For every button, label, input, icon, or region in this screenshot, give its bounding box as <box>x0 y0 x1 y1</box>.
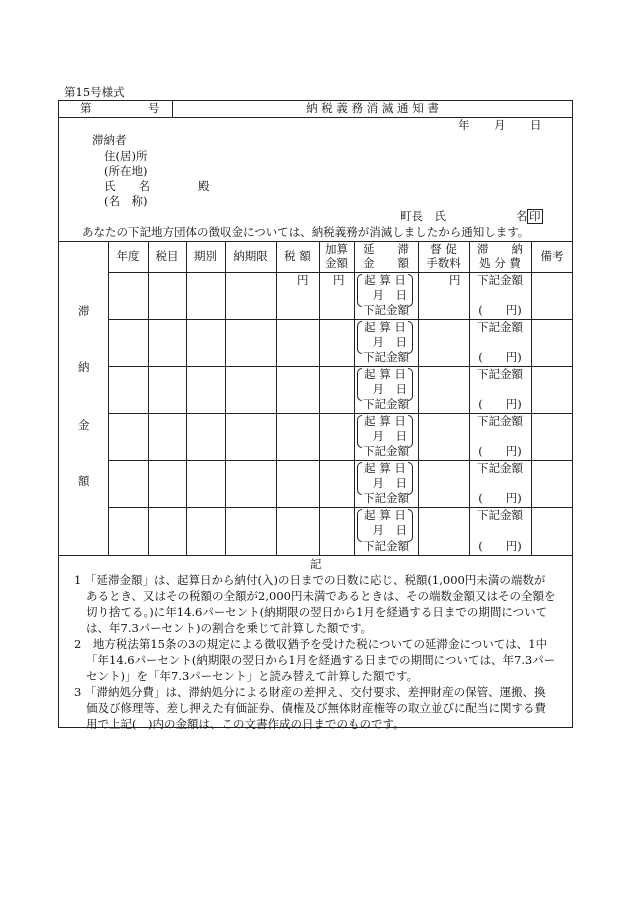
unit-additional: 円 <box>333 273 345 287</box>
disposal-amount: ( 円) <box>478 539 522 553</box>
note-3-line-3: 用で上記( )内の金額は、この文書作成の日までのものです。 <box>86 717 405 731</box>
col-header-disposal-2: 処 分 費 <box>479 256 521 270</box>
delinquent-below-amount: 下記金額 <box>363 397 409 411</box>
taxpayer-address-label: 住(居)所 <box>104 149 148 163</box>
taxpayer-label: 滞納者 <box>92 133 127 147</box>
unit-reminder: 円 <box>449 273 461 287</box>
delinquent-below-amount: 下記金額 <box>363 491 409 505</box>
note-2 <box>74 636 569 684</box>
calc-start-label: 起 算 日 <box>364 320 406 334</box>
disposal-amount: ( 円) <box>478 350 522 364</box>
disposal-below-amount: 下記金額 <box>477 461 523 475</box>
disposal-amount: ( 円) <box>478 303 522 317</box>
disposal-amount: ( 円) <box>478 491 522 505</box>
disposal-below-amount: 下記金額 <box>477 320 523 334</box>
document-title: 納 税 義 務 消 滅 通 知 書 <box>306 101 439 115</box>
col-header-reminder-1: 督 促 <box>430 242 457 256</box>
col-header-due: 納期限 <box>233 249 268 263</box>
col-header-additional-2: 金額 <box>325 256 348 270</box>
disposal-below-amount: 下記金額 <box>477 508 523 522</box>
side-label-1: 滞 <box>78 304 90 318</box>
note-3-line-1: 3 「滞納処分費」は、滞納処分による財産の差押え、交付要求、差押財産の保管、運搬、換 <box>74 685 546 699</box>
document-number-suffix: 号 <box>148 101 160 115</box>
col-header-remarks: 備考 <box>540 249 564 263</box>
calc-start-label: 起 算 日 <box>364 414 406 428</box>
note-1-line-4: は、年7.3パーセント)の割合を乗じて計算した額です。 <box>86 621 373 635</box>
col-header-reminder-2: 手数料 <box>426 256 461 270</box>
col-header-additional-1: 加算 <box>325 242 348 256</box>
calc-start-label: 起 算 日 <box>364 367 406 381</box>
intro-text: あなたの下記地方団体の徴収金については、納税義務が消滅しましたから通知します。 <box>82 225 530 239</box>
note-3-line-2: 価及び修理等、差し押えた有価証券、債権及び無体財産権等の取立並びに配当に関する費 <box>86 701 546 715</box>
unit-tax: 円 <box>297 273 309 287</box>
notes-heading: 記 <box>310 557 322 571</box>
calc-date-label: 月 日 <box>372 476 407 490</box>
note-2-line-3: セント)」を「年7.3パーセント」と読み替えて計算した額です。 <box>86 669 419 683</box>
date-day: 日 <box>530 118 542 132</box>
document-number-prefix: 第 <box>80 101 92 115</box>
col-header-delinquent-1: 延 滞 <box>363 242 409 256</box>
seal-text: 印 <box>529 209 541 223</box>
calc-date-label: 月 日 <box>372 335 407 349</box>
note-2-line-2: 「年14.6パーセント(納期限の翌日から1月を経過する日までの期間については、年7.3パー <box>86 653 556 667</box>
side-label-4: 額 <box>78 474 90 488</box>
note-1-line-3: 切り捨てる。)に年14.6パーセント(納期限の翌日から1月を経過する日までの期間について <box>86 605 548 619</box>
col-header-disposal-1: 滞 納 <box>477 242 523 256</box>
disposal-amount: ( 円) <box>478 397 522 411</box>
delinquent-below-amount: 下記金額 <box>363 350 409 364</box>
date-month: 月 <box>494 118 506 132</box>
calc-start-label: 起 算 日 <box>364 461 406 475</box>
note-3 <box>74 684 569 732</box>
date-year: 年 <box>458 118 470 132</box>
calc-date-label: 月 日 <box>372 523 407 537</box>
issuer-title: 町長 氏 <box>400 209 446 223</box>
side-label-3: 金 <box>78 418 90 432</box>
disposal-below-amount: 下記金額 <box>477 273 523 287</box>
disposal-below-amount: 下記金額 <box>477 414 523 428</box>
disposal-amount: ( 円) <box>478 444 522 458</box>
disposal-below-amount: 下記金額 <box>477 367 523 381</box>
note-2-line-1: 2 地方税法第15条の3の規定による徴収猶予を受けた税についての延滞金については、1中 <box>74 637 548 651</box>
honorific: 殿 <box>198 179 210 193</box>
col-header-tax: 税 額 <box>284 249 311 263</box>
seal-mark <box>527 209 543 224</box>
note-1-line-2: あるとき、又はその税額の全額が2,000円未満であるときは、その端数金額又はその全額を <box>86 589 556 603</box>
col-header-year: 年度 <box>116 249 140 263</box>
issuer-name-suffix: 名 <box>516 209 528 223</box>
delinquent-below-amount: 下記金額 <box>363 303 409 317</box>
calc-start-label: 起 算 日 <box>364 273 406 287</box>
side-label-2: 納 <box>78 360 90 374</box>
note-1 <box>74 572 569 636</box>
calc-date-label: 月 日 <box>372 288 407 302</box>
calc-date-label: 月 日 <box>372 382 407 396</box>
col-header-period: 期別 <box>194 249 217 263</box>
taxpayer-location-label: (所在地) <box>104 164 148 178</box>
delinquent-below-amount: 下記金額 <box>363 539 409 553</box>
col-header-delinquent-2: 金 額 <box>363 256 409 270</box>
note-1-line-1: 1 「延滞金額」は、起算日から納付(入)の日までの日数に応じ、税額(1,000円未満の端数が <box>74 573 546 587</box>
taxpayer-corp-label: (名 称) <box>104 194 148 208</box>
delinquent-below-amount: 下記金額 <box>363 444 409 458</box>
form-number: 第15号様式 <box>64 85 125 99</box>
taxpayer-name-label: 氏 名 <box>104 179 150 193</box>
calc-date-label: 月 日 <box>372 429 407 443</box>
col-header-item: 税目 <box>155 249 179 263</box>
calc-start-label: 起 算 日 <box>364 508 406 522</box>
